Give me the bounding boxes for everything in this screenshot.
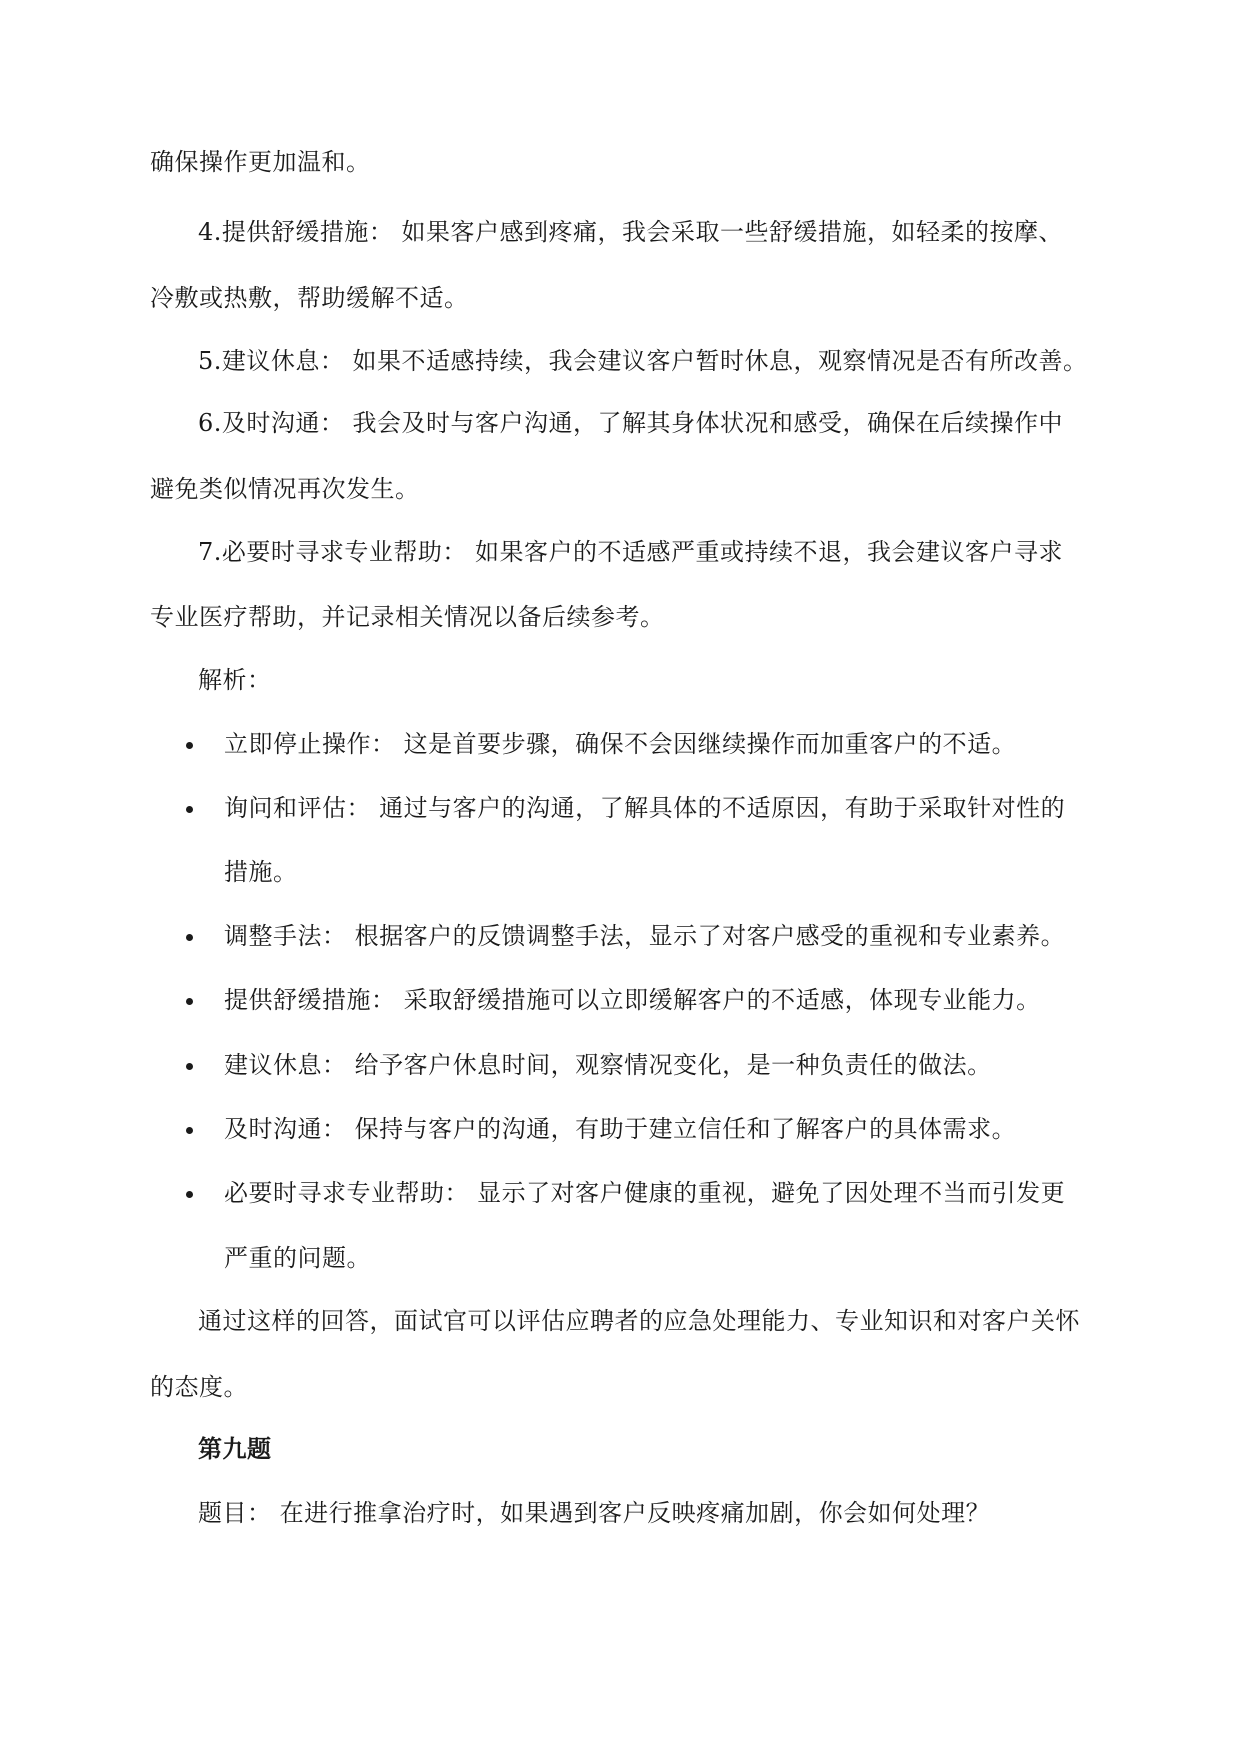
paragraph-continuation: 确保操作更加温和。 <box>150 148 371 176</box>
bullet-1-text: 立即停止操作： 这是首要步骤，确保不会因继续操作而加重客户的不适。 <box>224 730 1017 758</box>
conclusion-line-1: 通过这样的回答，面试官可以评估应聘者的应急处理能力、专业知识和对客户关怀 <box>198 1307 1080 1335</box>
bullet-7-text: 必要时寻求专业帮助： 显示了对客户健康的重视，避免了因处理不当而引发更 <box>224 1179 1066 1207</box>
bullet-3-text: 调整手法： 根据客户的反馈调整手法，显示了对客户感受的重视和专业素养。 <box>224 922 1066 950</box>
bullet-7-text-cont: 严重的问题。 <box>224 1244 371 1272</box>
bullet-dot <box>186 806 193 813</box>
bullet-4-text: 提供舒缓措施： 采取舒缓措施可以立即缓解客户的不适感，体现专业能力。 <box>224 986 1041 1014</box>
bullet-dot <box>186 934 193 941</box>
item-4-line-2: 冷敷或热敷，帮助缓解不适。 <box>150 284 469 312</box>
bullet-2-text: 询问和评估： 通过与客户的沟通，了解具体的不适原因，有助于采取针对性的 <box>224 794 1066 822</box>
item-7-line-2: 专业医疗帮助，并记录相关情况以备后续参考。 <box>150 603 665 631</box>
bullet-dot <box>186 1191 193 1198</box>
bullet-2-text-cont: 措施。 <box>224 858 298 886</box>
conclusion-line-2: 的态度。 <box>150 1373 248 1401</box>
bullet-dot <box>186 1063 193 1070</box>
section-title: 第九题 <box>198 1434 272 1463</box>
bullet-dot <box>186 742 193 749</box>
item-5-line-1: 5.建议休息： 如果不适感持续，我会建议客户暂时休息，观察情况是否有所改善。 <box>198 347 1088 375</box>
item-6-line-1: 6.及时沟通： 我会及时与客户沟通，了解其身体状况和感受，确保在后续操作中 <box>198 409 1064 437</box>
bullet-dot <box>186 1127 193 1134</box>
item-7-line-1: 7.必要时寻求专业帮助： 如果客户的不适感严重或持续不退，我会建议客户寻求 <box>198 538 1064 566</box>
item-6-line-2: 避免类似情况再次发生。 <box>150 475 420 503</box>
item-4-line-1: 4.提供舒缓措施： 如果客户感到疼痛，我会采取一些舒缓措施，如轻柔的按摩、 <box>198 218 1064 246</box>
analysis-label: 解析： <box>198 666 272 694</box>
bullet-dot <box>186 998 193 1005</box>
bullet-6-text: 及时沟通： 保持与客户的沟通，有助于建立信任和了解客户的具体需求。 <box>224 1115 1017 1143</box>
question-text: 题目： 在进行推拿治疗时，如果遇到客户反映疼痛加剧，你会如何处理？ <box>198 1499 991 1527</box>
bullet-5-text: 建议休息： 给予客户休息时间，观察情况变化，是一种负责任的做法。 <box>224 1051 992 1079</box>
